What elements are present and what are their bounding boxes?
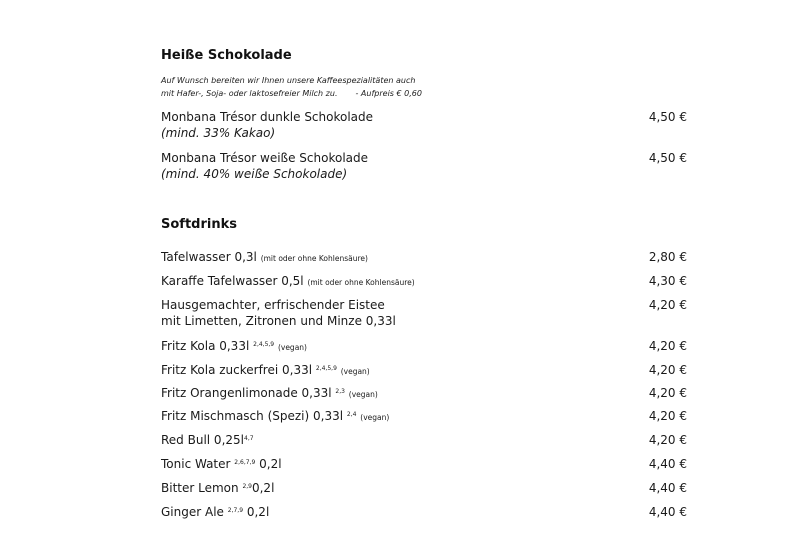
section-title-hot-chocolate: Heiße Schokolade xyxy=(161,48,292,63)
item-name: Fritz Kola 0,33l xyxy=(161,339,250,353)
item-price: 4,20 € xyxy=(648,363,687,377)
menu-item-tonic-water xyxy=(161,456,687,472)
section-title-softdrinks: Softdrinks xyxy=(161,217,237,232)
item-allergens: 2,3 xyxy=(335,388,345,395)
item-price: 4,30 € xyxy=(648,274,687,288)
item-price: 4,50 € xyxy=(648,151,687,165)
item-note: (vegan) xyxy=(277,343,307,352)
item-price: 4,20 € xyxy=(648,298,687,312)
item-size: 0,2l xyxy=(259,457,282,471)
item-allergens: 2,7,9 xyxy=(227,507,244,514)
item-allergens: 2,4 xyxy=(346,411,357,418)
item-price: 4,40 € xyxy=(648,481,687,495)
item-price: 4,20 € xyxy=(648,433,687,447)
item-note: (vegan) xyxy=(360,413,390,422)
menu-item-red-bull xyxy=(161,432,687,448)
item-note: (vegan) xyxy=(348,390,378,399)
item-note: (vegan) xyxy=(340,367,370,376)
item-note: (mit oder ohne Kohlensäure) xyxy=(307,278,415,287)
note-surcharge: - Aufpreis € 0,60 xyxy=(355,89,422,98)
item-subtitle: (mind. 40% weiße Schokolade) xyxy=(161,167,348,181)
item-allergens: 2,4,5,9 xyxy=(253,341,275,348)
item-name: Tonic Water xyxy=(161,457,231,471)
menu-item-bitter-lemon xyxy=(161,480,687,496)
item-note: (mit oder ohne Kohlensäure) xyxy=(260,254,368,263)
item-size: 0,2l xyxy=(246,505,270,519)
item-name: Hausgemachter, erfrischender Eistee xyxy=(161,298,385,312)
menu-item-fritz-orangenlimonade xyxy=(161,385,687,403)
item-price: 4,20 € xyxy=(648,409,687,423)
item-price: 4,20 € xyxy=(648,386,687,400)
item-allergens: 2,4,5,9 xyxy=(315,365,337,372)
item-allergens: 2,9 xyxy=(242,483,252,490)
menu-item-fritz-kola-zuckerfrei xyxy=(161,362,687,380)
menu-item-tafelwasser xyxy=(161,249,687,267)
item-name: Tafelwasser 0,3l xyxy=(161,250,257,264)
item-name: Fritz Mischmasch (Spezi) 0,33l xyxy=(161,409,344,423)
menu-item-ginger-ale xyxy=(161,504,687,520)
item-subtitle: (mind. 33% Kakao) xyxy=(161,126,276,140)
note-line-2: mit Hafer-, Soja- oder laktosefreier Milch zu. xyxy=(161,89,338,98)
item-allergens: 2,6,7,9 xyxy=(234,459,256,466)
item-name: Monbana Trésor dunkle Schokolade xyxy=(161,110,374,124)
item-price: 4,50 € xyxy=(648,110,687,124)
item-size: 0,2l xyxy=(251,481,275,495)
item-name: Fritz Kola zuckerfrei 0,33l xyxy=(161,363,313,377)
item-price: 4,40 € xyxy=(648,457,687,471)
item-name: Monbana Trésor weiße Schokolade xyxy=(161,151,369,165)
menu-item-karaffe-tafelwasser xyxy=(161,273,687,291)
item-price: 2,80 € xyxy=(648,250,687,264)
item-price: 4,20 € xyxy=(648,339,687,353)
menu-item-fritz-kola xyxy=(161,338,687,356)
item-name: Bitter Lemon xyxy=(161,481,239,495)
menu-item-fritz-mischmasch xyxy=(161,408,687,426)
item-price: 4,40 € xyxy=(648,505,687,519)
menu-item-eistee xyxy=(161,297,687,329)
menu-item-dark-chocolate xyxy=(161,109,687,141)
item-name: Ginger Ale xyxy=(161,505,224,519)
item-name: Fritz Orangenlimonade 0,33l xyxy=(161,386,332,400)
item-allergens: 4,7 xyxy=(244,435,254,442)
item-name-line-2: mit Limetten, Zitronen und Minze 0,33l xyxy=(161,314,396,328)
note-line-1: Auf Wunsch bereiten wir Ihnen unsere Kaffeespezialitäten auch xyxy=(161,76,416,85)
menu-item-white-chocolate xyxy=(161,150,687,182)
milk-alternatives-note xyxy=(161,74,422,100)
item-name: Karaffe Tafelwasser 0,5l xyxy=(161,274,304,288)
item-name: Red Bull 0,25l xyxy=(161,433,244,447)
